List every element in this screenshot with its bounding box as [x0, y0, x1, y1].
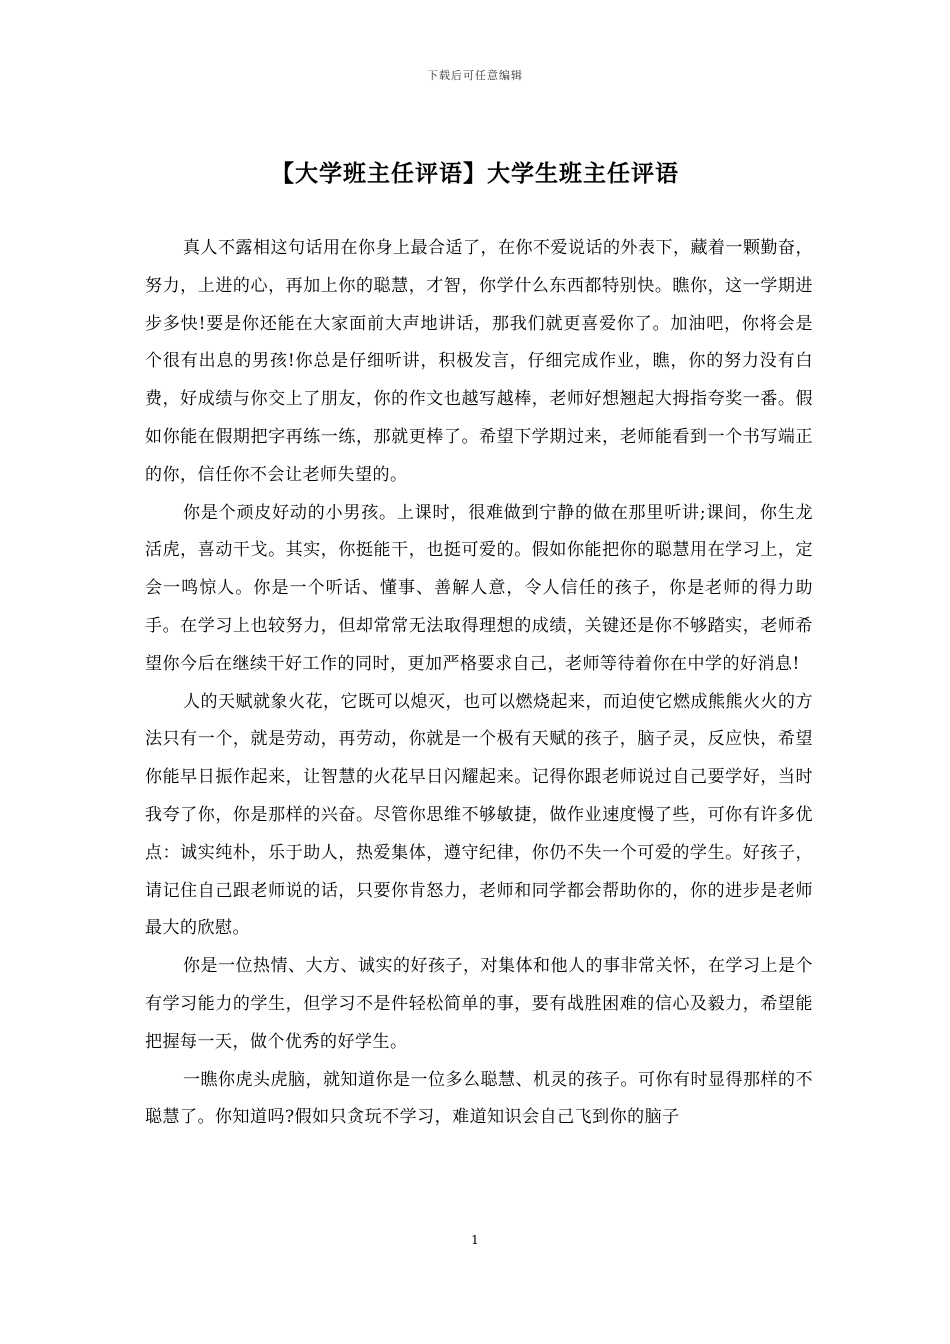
page-number: 1 [471, 1233, 479, 1247]
header-note: 下载后可任意编辑 [427, 69, 523, 82]
document-title: 【大学班主任评语】大学生班主任评语 [271, 160, 679, 187]
paragraph-3: 人的天赋就象火花，它既可以熄灭，也可以燃烧起来，而迫使它燃成熊熊火火的方法只有一个，就是劳动，再劳动，你就是一个极有天赋的孩子，脑子灵，反应快，希望你能早日振作起来，让智慧的火花早日闪耀起来。记得你跟老师说过自己要学好，当时我夸了你，你是那样的兴奋。尽管你思维不够敏捷，做作业速度慢了些，可你有许多优点：诚实纯朴，乐于助人，热爱集体，遵守纪律，你仍不失一个可爱的学生。好孩子，请记住自己跟老师说的话，只要你肯怒力，老师和同学都会帮助你的，你的进步是老师最大的欣慰。 [145, 691, 813, 939]
document-body [145, 230, 813, 1137]
paragraph-4: 你是一位热情、大方、诚实的好孩子，对集体和他人的事非常关怀，在学习上是个有学习能力的学生，但学习不是件轻松简单的事，要有战胜困难的信心及毅力，希望能把握每一天，做个优秀的好学生。 [145, 956, 813, 1052]
paragraph-1: 真人不露相这句话用在你身上最合适了，在你不爱说话的外表下，藏着一颗勤奋，努力，上进的心，再加上你的聪慧，才智，你学什么东西都特别快。瞧你，这一学期进步多快!要是你还能在大家面前大声地讲话，那我们就更喜爱你了。加油吧，你将会是个很有出息的男孩!你总是仔细听讲，积极发言，仔细完成作业，瞧，你的努力没有白费，好成绩与你交上了朋友，你的作文也越写越棒，老师好想翘起大拇指夸奖一番。假如你能在假期把字再练一练，那就更棒了。希望下学期过来，老师能看到一个书写端正的你，信任你不会让老师失望的。 [145, 238, 813, 485]
paragraph-2: 你是个顽皮好动的小男孩。上课时，很难做到宁静的做在那里听讲;课间，你生龙活虎，喜动干戈。其实，你挺能干，也挺可爱的。假如你能把你的聪慧用在学习上，定会一鸣惊人。你是一个听话、懂事、善解人意，令人信任的孩子，你是老师的得力助手。在学习上也较努力，但却常常无法取得理想的成绩，关键还是你不够踏实，老师希望你今后在继续干好工作的同时，更加严格要求自己，老师等待着你在中学的好消息! [145, 502, 813, 674]
paragraph-5: 一瞧你虎头虎脑，就知道你是一位多么聪慧、机灵的孩子。可你有时显得那样的不聪慧了。你知道吗?假如只贪玩不学习，难道知识会自己飞到你的脑子 [145, 1069, 813, 1128]
